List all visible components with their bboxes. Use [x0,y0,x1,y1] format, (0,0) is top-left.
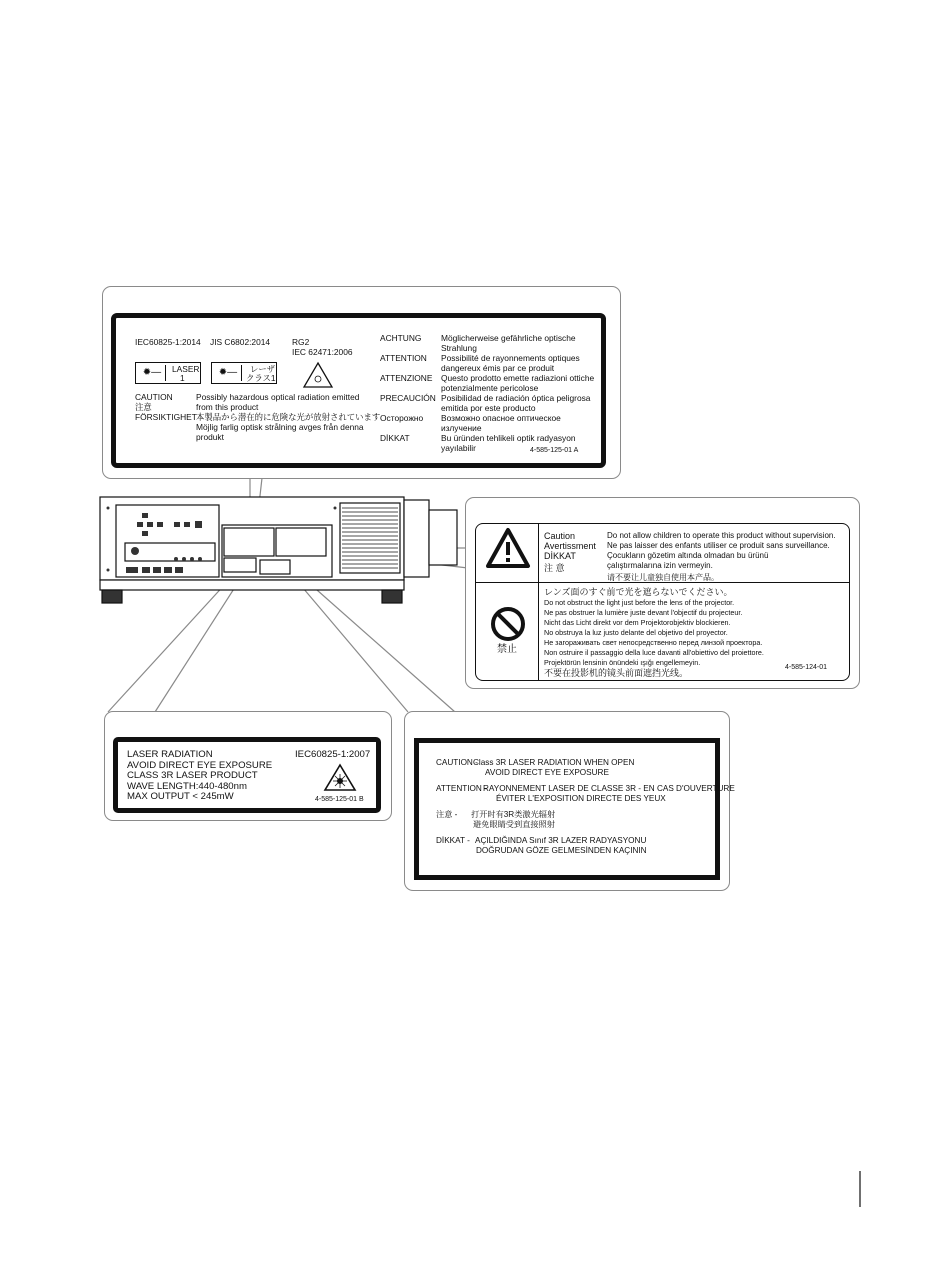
std-jis: JIS C6802:2014 [210,337,271,347]
class3r-line: AVOID DIRECT EYE EXPOSURE [485,768,609,777]
laser-line: LASER RADIATION [127,749,213,760]
class3r-key: CAUTION - [436,758,478,767]
lens-line: Do not obstruct the light just before the lens of the projector. [544,598,735,607]
lens-line: Ne pas obstruer la lumière juste devant l'objectif du projecteur. [544,608,743,617]
lang-texts [441,333,594,453]
laser-line: MAX OUTPUT < 245mW [127,791,234,803]
lens-line: No obstruya la luz justo delante del objetivo del proyector. [544,628,728,637]
caution-texts [196,392,380,442]
laser-burst-icon: ✹— [139,365,166,381]
lang-text: Bu üründen tehlikeli optik radyasyon [441,433,576,443]
divider-line [538,524,539,680]
lang-text: Questo prodotto emette radiazioni ottiche [441,373,595,383]
lens-line: Nicht das Licht direkt vor dem Projektorobjektiv blockieren. [544,618,731,627]
laser-line: AVOID DIRECT EYE EXPOSURE [127,759,273,771]
leader-line [108,570,238,712]
lens-line: Не загораживать свет непосредственно перед линзой проектора. [544,638,763,647]
lens-warning-lines [544,587,764,678]
lang-text: yayılabilir [441,443,476,453]
label-code-right: 4-585-124-01 [785,664,828,671]
std-iec2007: IEC60825-1:2007 [295,749,371,760]
label-code-b: 4-585-125-01 B [315,796,364,803]
lang-key: ACHTUNG [380,333,422,343]
class3r-line: 避免眼睛受到直接照射 [473,820,555,829]
leader-line [300,575,455,712]
lang-text: Möglicherweise gefährliche optische [441,333,576,343]
lang-text: Posibilidad de radiación óptica peligrosa [441,393,591,403]
caution-text-en: Possibly hazardous optical radiation emitted [196,392,360,402]
laser-class1-en-box [135,362,201,384]
warning-text: Ne pas laisser des enfants utiliser ce produit sans surveillance. [607,541,830,550]
class3r-line: Class 3R LASER RADIATION WHEN OPEN [473,758,635,767]
lang-key: PRECAUCIÓN [380,393,436,403]
caution-text-sv: Möjlig farlig optisk strålning avges från denna [196,422,364,432]
laser-box-en-line1: LASER [172,364,200,374]
class3r-key: 注意 - [436,810,458,819]
warning-key: DİKKAT [544,551,576,561]
caution-text-sv-2: produkt [196,432,224,442]
class3r-line: RAYONNEMENT LASER DE CLASSE 3R - EN CAS D'OUVERTURE [483,784,735,793]
class3r-line: 打开时有3R类激光辐射 [471,810,556,819]
class3r-row [473,758,735,784]
laser-line: CLASS 3R LASER PRODUCT [127,770,258,782]
caution-key-sv: FÖRSIKTIGHET [135,412,197,422]
class3r-line: ÉVITER L'EXPOSITION DIRECTE DES YEUX [496,794,666,803]
leader-line [155,570,246,712]
warning-text: Do not allow children to operate this product without supervision. [607,531,836,540]
class3r-line: DOĞRUDAN GÖZE GELMESİNDEN KAÇININ [476,846,647,855]
class3r-key: ATTENTION - [436,784,487,793]
lens-line: Projektörün lensinin önündeki ışığı engellemeyin. [544,658,701,667]
prohibit-label: 禁止 [497,644,517,655]
lang-key: ATTENZIONE [380,373,433,383]
lang-text: излучение [441,423,482,433]
lang-text: dangereux émis par ce produit [441,363,555,373]
class3r-row [473,810,735,836]
caution-text-jp: 本製品から潜在的に危険な光が放射されています [196,412,381,422]
lang-text: potenzialmente pericolose [441,383,539,393]
lang-keys [380,333,436,453]
laser-box-en-line2: 1 [180,373,185,383]
class3r-row [473,836,735,862]
class3r-texts [473,758,735,862]
laser-line: WAVE LENGTH:440-480nm [127,780,247,792]
caution-text-en-2: from this product [196,402,259,412]
lens-line: Non ostruire il passaggio della luce davanti all'obiettivo del proiettore. [544,648,764,657]
warning-text: Çocukların gözetim altında olmadan bu ürünü [607,551,769,560]
lens-line: レンズ面のすぐ前で光を遮らないでください。 [544,587,733,597]
lens-line: 不要在投影机的镜头前面遮挡光线。 [544,668,689,678]
caution-key-jp: 注意 [135,402,152,412]
lang-key: DİKKAT [380,433,410,443]
lang-text: emitida por este producto [441,403,536,413]
warning-keys [544,531,596,573]
label-code-a: 4-585-125-01 A [530,447,579,454]
std-iec60825: IEC60825-1:2014 [135,337,201,347]
laser-box-jp-line1: レーザ [250,364,276,374]
lang-key: ATTENTION [380,353,427,363]
lang-text: Strahlung [441,343,477,353]
class3r-row [473,784,735,810]
std-iec62471: IEC 62471:2006 [292,347,353,357]
warning-key: 注 意 [544,563,565,573]
warning-text: çalıştırmalarına izin vermeyin. [607,561,713,570]
laser-radiation-lines [127,750,272,803]
caution-keys [135,392,197,422]
class3r-key: DİKKAT - [436,836,470,845]
warning-texts [607,531,836,583]
laser-burst-icon: ✹— [215,365,242,381]
laser-class1-jp-box [211,362,277,384]
class3r-line: AÇILDIĞINDA Sınıf 3R LAZER RADYASYONU [475,836,647,845]
lang-text: Possibilité de rayonnements optiques [441,353,580,363]
rg-class: RG2 [292,337,310,347]
caution-key-en: CAUTION [135,392,173,402]
warning-key: Avertissment [544,541,596,551]
warning-text: 请不要让儿童独自使用本产品。 [607,573,719,582]
warning-key: Caution [544,531,576,541]
lang-key: Осторожно [380,413,424,423]
lang-text: Возможно опасное оптическое [441,413,561,423]
laser-box-jp-line2: クラス1 [246,373,276,383]
